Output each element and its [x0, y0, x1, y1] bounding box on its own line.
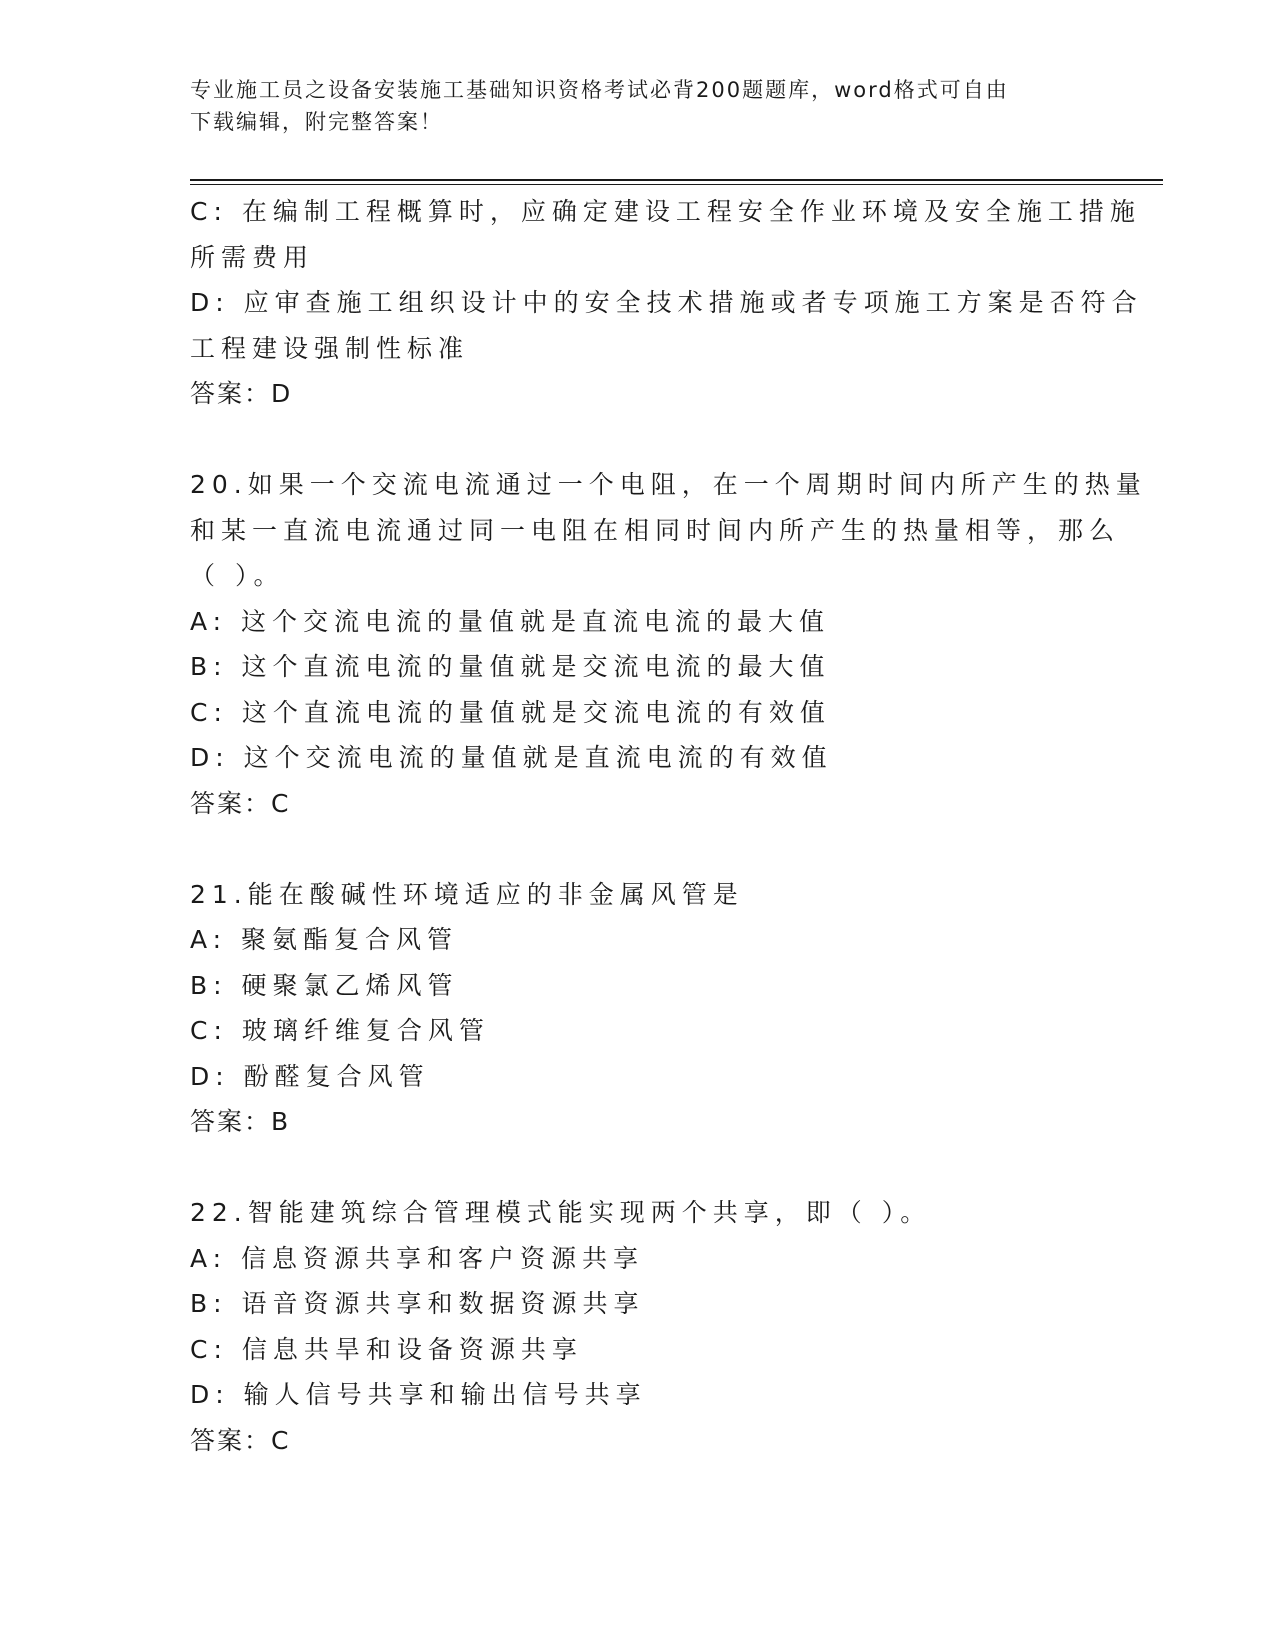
- option-b: B: 语音资源共享和数据资源共享: [190, 1289, 645, 1318]
- option-d: D: 这个交流电流的量值就是直流电流的有效值: [190, 743, 833, 772]
- option-b: B: 这个直流电流的量值就是交流电流的最大值: [190, 652, 831, 681]
- spacer: [190, 826, 1090, 872]
- question-stem: 22.智能建筑综合管理模式能实现两个共享，即（ ）。: [190, 1198, 932, 1227]
- option-b: B: 硬聚氯乙烯风管: [190, 970, 459, 1000]
- spacer: [190, 417, 1090, 463]
- header-line-1: 专业施工员之设备安装施工基础知识资格考试必背200题题库，word格式可自由: [190, 78, 1009, 102]
- answer: 答案：C: [190, 1425, 291, 1455]
- option-d: D: 输人信号共享和输出信号共享: [190, 1380, 647, 1409]
- option-d-line-2: 工程建设强制性标准: [190, 333, 470, 363]
- spacer: [190, 1145, 1090, 1191]
- answer: 答案：C: [190, 788, 291, 818]
- question-21: [190, 872, 1090, 1145]
- header-line-2: 下载编辑，附完整答案！: [190, 110, 443, 134]
- option-c-line-1: C: 在编制工程概算时，应确定建设工程安全作业环境及安全施工措施: [190, 197, 1141, 226]
- header-rule-thick: [190, 179, 1163, 181]
- option-c: C: 这个直流电流的量值就是交流电流的有效值: [190, 697, 831, 727]
- option-c: C: 玻璃纤维复合风管: [190, 1016, 490, 1045]
- answer: 答案：B: [190, 1107, 291, 1136]
- question-19-tail: [190, 189, 1143, 417]
- answer: 答案：D: [190, 379, 293, 408]
- question-22: [190, 1190, 1090, 1463]
- option-d: D: 酚醛复合风管: [190, 1061, 430, 1091]
- option-a: A: 信息资源共享和客户资源共享: [190, 1243, 645, 1273]
- option-a: A: 这个交流电流的量值就是直流电流的最大值: [190, 606, 831, 636]
- question-list: [190, 189, 1147, 1463]
- header-rule-thin: [190, 184, 1163, 185]
- question-20: [190, 462, 1147, 826]
- question-stem-line-2: 和某一直流电流通过同一电阻在相同时间内所产生的热量相等，那么: [190, 515, 1121, 545]
- question-stem: 21.能在酸碱性环境适应的非金属风管是: [190, 879, 744, 909]
- document-header: [190, 74, 1090, 138]
- question-stem-line-1: 20.如果一个交流电流通过一个电阻，在一个周期时间内所产生的热量: [190, 470, 1147, 499]
- option-c: C: 信息共旱和设备资源共享: [190, 1334, 583, 1364]
- option-a: A: 聚氨酯复合风管: [190, 925, 459, 954]
- question-stem-line-3: （ ）。: [190, 561, 285, 590]
- option-c-line-2: 所需费用: [190, 242, 315, 272]
- option-d-line-1: D: 应审查施工组织设计中的安全技术措施或者专项施工方案是否符合: [190, 288, 1143, 317]
